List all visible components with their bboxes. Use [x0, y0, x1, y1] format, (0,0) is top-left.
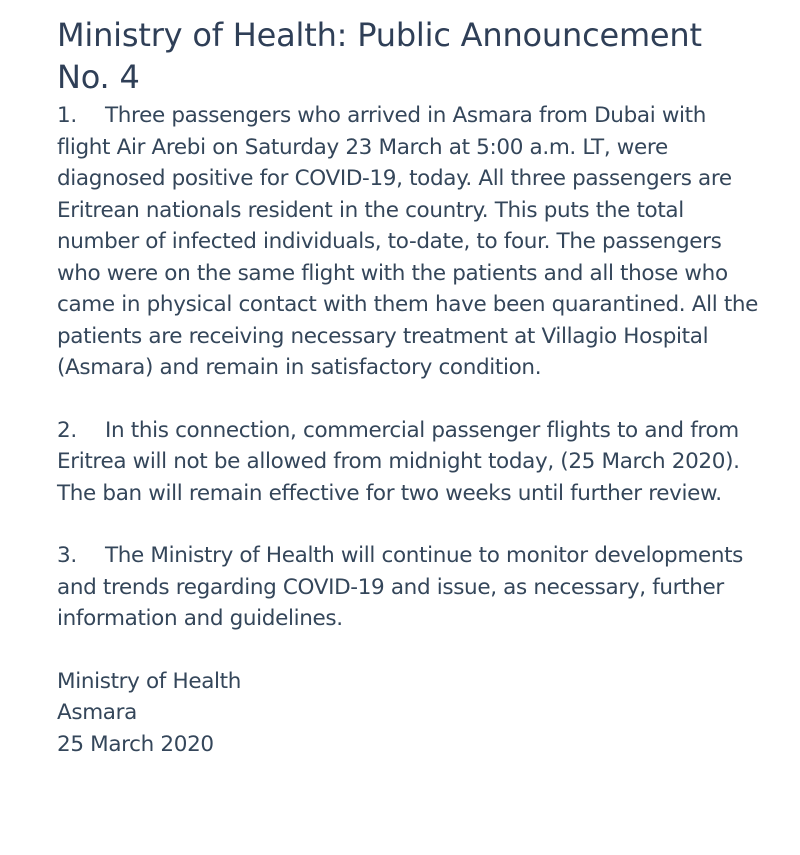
paragraph-2-text: In this connection, commercial passenger flights to and from Eritrea will not be allowed from midnight today, (25 March 2020). The ban will remain effective for two weeks until further review.	[57, 417, 740, 506]
signature-block	[57, 666, 760, 761]
signature-date: 25 March 2020	[57, 731, 214, 757]
announcement-title: Ministry of Health: Public Announcement No. 4	[57, 16, 702, 96]
signature-organization: Ministry of Health	[57, 668, 242, 694]
paragraph-3-text: The Ministry of Health will continue to monitor developments and trends regarding COVID-19 and issue, as necessary, further information and guidelines.	[57, 543, 744, 631]
paragraph-3	[57, 540, 760, 635]
paragraph-1-text: Three passengers who arrived in Asmara from Dubai with flight Air Arebi on Saturday 23 March at 5:00 a.m. LT, were diagnosed positive for COVID-19, today. All three passengers are Eritrean nationals resident in the country. This puts the total number of infected individuals, to-date, to four. The passengers who were on the same flight with the patients and all those who came in physical contact with them have been quarantined. All the patients are receiving necessary treatment at Villagio Hospital (Asmara) and remain in satisfactory condition.	[57, 103, 759, 380]
paragraph-3-number: 3.	[57, 543, 77, 568]
paragraph-1	[57, 100, 760, 384]
paragraph-2	[57, 415, 760, 510]
signature-city: Asmara	[57, 700, 137, 725]
paragraph-1-number: 1.	[57, 103, 77, 128]
paragraph-2-number: 2.	[57, 417, 77, 443]
